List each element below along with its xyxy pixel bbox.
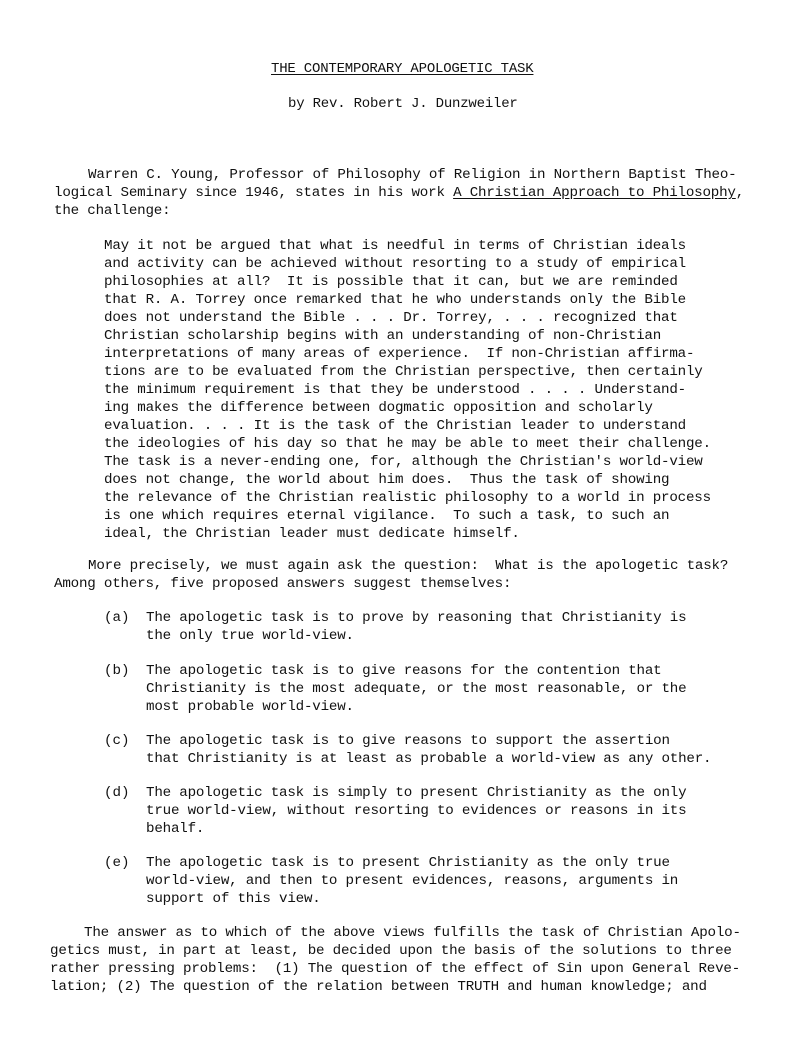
item-line: The apologetic task is simply to present Christianity as the only xyxy=(146,785,687,801)
quote-line: and activity can be achieved without resorting to a study of empirical xyxy=(104,256,686,272)
quote-line: philosophies at all? It is possible that it can, but we are reminded xyxy=(104,274,678,290)
quote-line: the minimum requirement is that they be understood . . . . Understand- xyxy=(104,382,686,398)
item-line: that Christianity is at least as probable a world-view as any other. xyxy=(146,751,712,767)
question-line-1: More precisely, we must again ask the question: What is the apologetic task? xyxy=(88,558,729,574)
item-label: (c) xyxy=(104,733,130,749)
author-line: by Rev. Robert J. Dunzweiler xyxy=(288,96,518,112)
quote-line: tions are to be evaluated from the Christian perspective, then certainly xyxy=(104,364,703,380)
intro-line-2-text: logical Seminary since 1946, states in his work xyxy=(54,185,454,201)
quote-line: May it not be argued that what is needful in terms of Christian ideals xyxy=(104,238,686,254)
quote-line: interpretations of many areas of experience. If non-Christian affirma- xyxy=(104,346,695,362)
item-line: Christianity is the most adequate, or the most reasonable, or the xyxy=(146,681,687,697)
intro-line-2 xyxy=(54,184,744,202)
quote-line: does not understand the Bible . . . Dr. Torrey, . . . recognized that xyxy=(104,310,678,326)
item-label: (a) xyxy=(104,610,130,626)
quote-line: ideal, the Christian leader must dedicate himself. xyxy=(104,526,520,542)
item-line: The apologetic task is to prove by reasoning that Christianity is xyxy=(146,610,687,626)
question-line-2: Among others, five proposed answers suggest themselves: xyxy=(54,576,512,592)
item-line: The apologetic task is to give reasons to support the assertion xyxy=(146,733,670,749)
item-line: The apologetic task is to give reasons for the contention that xyxy=(146,663,662,679)
quote-line: that R. A. Torrey once remarked that he who understands only the Bible xyxy=(104,292,686,308)
closing-line: lation; (2) The question of the relation between TRUTH and human knowledge; and xyxy=(50,979,707,995)
item-label: (e) xyxy=(104,855,130,871)
quote-line: Christian scholarship begins with an understanding of non-Christian xyxy=(104,328,662,344)
quote-line: evaluation. . . . It is the task of the Christian leader to understand xyxy=(104,418,686,434)
quote-line: the relevance of the Christian realistic philosophy to a world in process xyxy=(104,490,711,506)
item-line: behalf. xyxy=(146,821,205,837)
quote-line: is one which requires eternal vigilance. To such a task, to such an xyxy=(104,508,670,524)
intro-line-2-comma: , xyxy=(735,185,745,201)
item-line: true world-view, without resorting to evidences or reasons in its xyxy=(146,803,687,819)
item-line: most probable world-view. xyxy=(146,699,354,715)
quote-line: the ideologies of his day so that he may be able to meet their challenge. xyxy=(104,436,711,452)
closing-line: The answer as to which of the above views fulfills the task of Christian Apolo- xyxy=(84,925,741,941)
item-label: (d) xyxy=(104,785,130,801)
item-line: support of this view. xyxy=(146,891,321,907)
quote-line: The task is a never-ending one, for, although the Christian's world-view xyxy=(104,454,703,470)
page-title: THE CONTEMPORARY APOLOGETIC TASK xyxy=(271,61,534,77)
intro-line-3: the challenge: xyxy=(54,203,171,219)
item-line: world-view, and then to present evidences, reasons, arguments in xyxy=(146,873,679,889)
quote-line: does not change, the world about him does. Thus the task of showing xyxy=(104,472,670,488)
item-line: the only true world-view. xyxy=(146,628,354,644)
item-label: (b) xyxy=(104,663,130,679)
book-title: A Christian Approach to Philosophy xyxy=(453,185,736,201)
quote-line: ing makes the difference between dogmatic opposition and scholarly xyxy=(104,400,653,416)
closing-line: getics must, in part at least, be decided upon the basis of the solutions to three xyxy=(50,943,732,959)
item-line: The apologetic task is to present Christianity as the only true xyxy=(146,855,670,871)
closing-line: rather pressing problems: (1) The question of the effect of Sin upon General Reve- xyxy=(50,961,741,977)
intro-line-1: Warren C. Young, Professor of Philosophy of Religion in Northern Baptist Theo- xyxy=(88,167,737,183)
